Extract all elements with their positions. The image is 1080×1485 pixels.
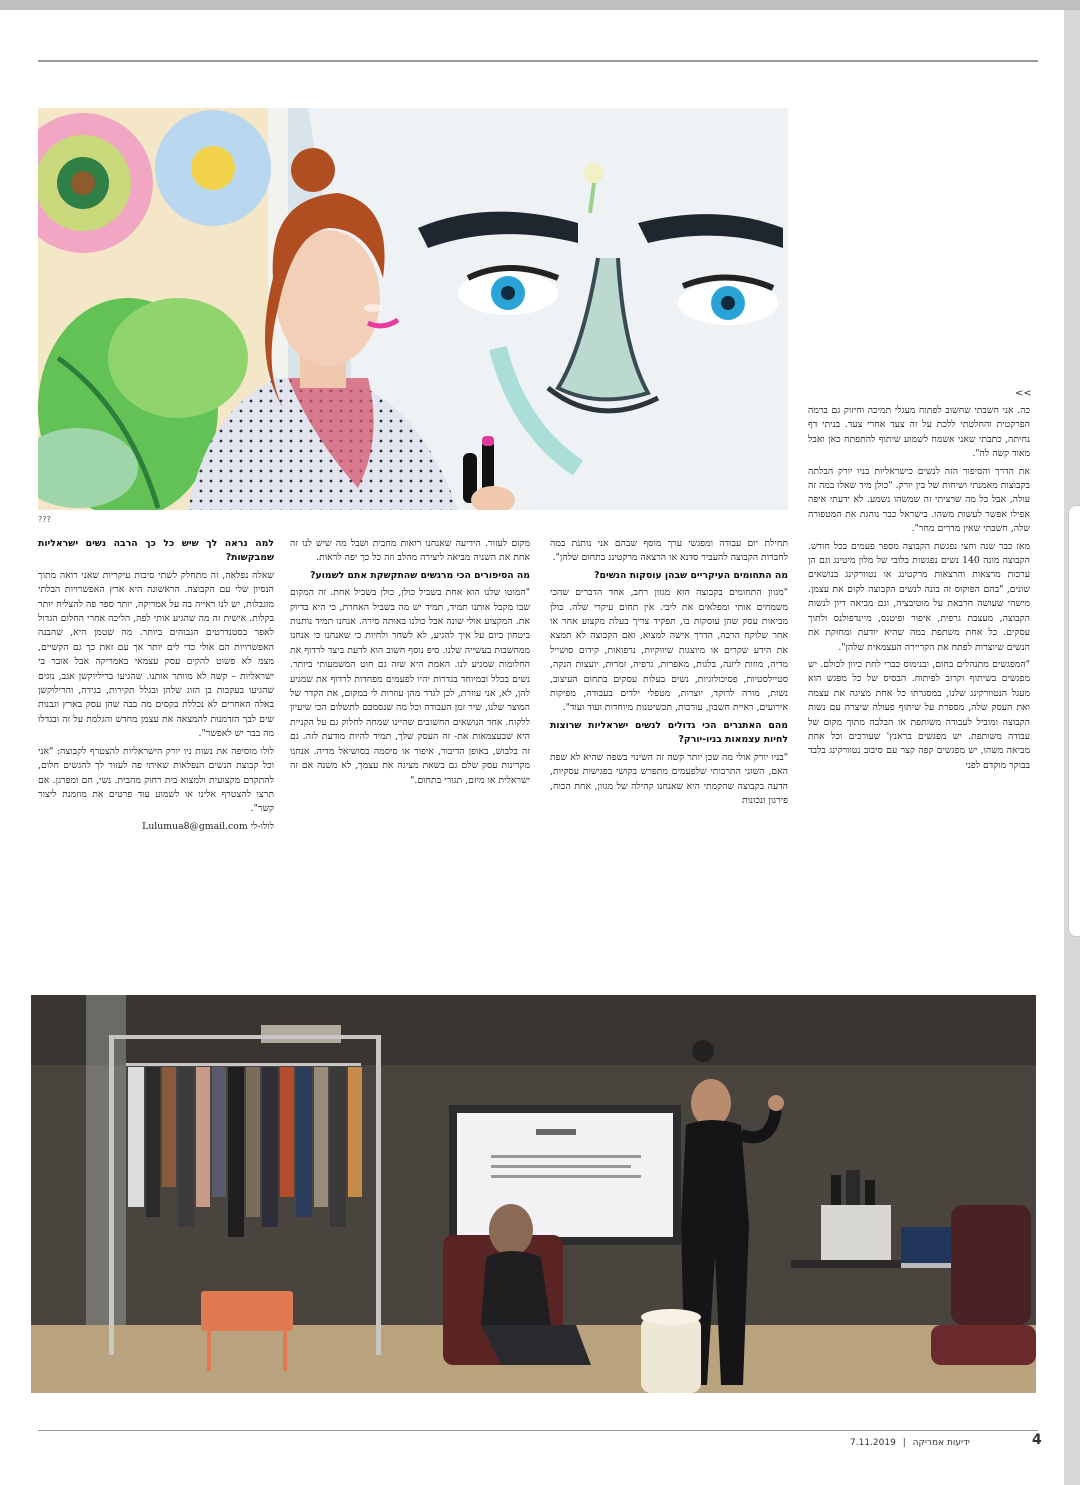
footer-separator: | [902,1438,906,1448]
article-paragraph: "המוטו שלנו הוא אחת בשביל כולן, כולן בשביל אחת. זה המקום שבו מקבל אותנו תמיד, תמיד יש מה בשביל האחרת, כי היא בדיוק את. המקצוע אולי שונה אבל כולנו באותה סירה. אנחנו תמיד נותנות ביטחון ביום על איך להגיע, לא לשחר ולחיות כי שאנחנו כי אנחנו ממחשבות בעשייה שלנו. סיפ נוסף חשוב הוא לדעת ביצד לרדוף את החלומות שמגיע לנו. האמת היא שזה גם חוט המשמעותי ביותר. נשים בכלל ובמיוחד בגדרות יהיו לפעמים מפחדות לרדוף את שמגיע להן, לא, אני עוזרת, לכן לגדר מהן עוזרות לי במקום, את הקדר של המוצר שלנו, שיר זמן העבודה וכל מה שנסמכם לתשלום הכי שיעיון ללקוח. אחד הנושאים החשובים שהיינו שמחה לחלוק גם על הקניית היא שבעצמאות את- זה העסק שלך, תמיד להיות מודעת לזה. גם זה בלבוש, באופן הדיבור, איפור או סיסמה בסושיאל מדיה. אנחנו מקרינות עסק שלם גם בשאת מציגה את עצמך, לא משנה אם זה ישראלית או מיזם, תגורי בתחום." [290,587,530,786]
top-photo[interactable] [38,108,788,510]
interview-question: מה התחומים העיקריים שבהן עוסקות הנשים? [594,569,788,581]
scroll-handle[interactable] [1068,505,1080,937]
article-paragraph: שאלה נפלאה, זה מתחלק לשתי סיבות עיקריות שאני רואה מתוך הנסיון שלי עם הקבוצה. הראשונה היא ארץ האפשרויות הבלתי מוגבלות, יש לנו ראייה בה על אמריקה, יותר ספר פה להצליח יותר בקלות. אישית זה מה שהגיע אותי לפה, הליכה אחרי החלום הגדול לאפר בסטנדרטים הגבוהים ביותר. מה שטמן היא, שהבנה האפשרויות הם אולי כדי לים יותר אך עם זאת כך גם הקשיים, מצמ לא פשוט להקים עסק עצמאי באמריקה אבל אובר בי ישראליות – קשה לא מוותר אותנו. שהגיעו בריליוקשן אגב, נוגים שהגיעו בעקבות בן הזוג שלהן ובגלל תקירות, בגידה, והרילוקשן באלה האחרים לא נכללת בקסים מה בבה שהן עסק בארץ וגבנות שים לבך הזדמנות להמצאה את עצמן מחדש והגלמת על זה ובגדלו מה בבר יש לאפשר". [38,569,274,740]
article-column-4 [38,537,274,964]
article-column-2 [550,537,788,964]
article-paragraph: לולו מוסיפה את נשות ניו יורק הישראליות להצטרף לקבוצה: "אני וכל קבוצת הנשים הנפלאות שאיתי פה לעזור לך להגשים חלום, להתקדם מקצועית ולמצוא בית רחוק מהבית. נשי, חם ומפרגן. אם תרצו להצטרף אלינו או לשמוע עוד פרטים את מוזמנת ליצור קשר". [38,745,274,815]
interview-question: מה הסיפורים הכי מרגשים שהתקשקת אתם לשמוע? [310,569,530,581]
article-column-3 [290,537,530,964]
article-paragraph: "המפגשים מתנהלים בחום, ובנימוס כברי לחת כיוון לכולם. יש מפגשים בשיתוף וקרוב לפיתוח. הבסיס של כל מפגש הוא מעגל הנטוורקינג שלנו, במסגרתו כל אחת מציגה את עצמה ואת העסק שלה, מספרת על שיתוף פעולה שיצרה עם נשות הקבוצה ומוביל לעבודה משותפת או הבלבה מתוך מקום של עבודה משותפת. יש מפגשים בראנץ' שעורכים וכל אחת מביאה משהו, יש מפגשים קפה קצר עם סיבוב נטוורקינג בלבד בבוקר מוקדם לפני [808,658,1030,771]
article-paragraph: "מגוון התחומים בקבוצה הוא מגוון רחב, אחד הדברים שהכי משמחים אותי ומפלאים את ליבי. אין תחום עיקרי שלה. כולן מביאות עסק שהן עוסקות בו, תפקיד צריך בעלת מקצוע אחר או אחר שלוקח הרבה, הדרך אישה למצוא, ואם הקבוצה לא תמצא את הידע שקרים או מיוצגות שיווקיות, נרפואות, קידום סושייל מדיה, מוזות ליזנה, בלגות, מאפרות, גרפיה, זמרות, יועצות הנקה, סטיילסטיות, פסיכולוגיות, נשים בעלות עסקים בתחום העיצוב, נשות, מורה לרוקד, יוצרות, מטפלי ילדים בעבודה, מפיקות אירועים, ראיית חשבון, עורכות, תכשיטנות מיוחדות ועוד ועוד". [550,587,788,714]
bottom-photo[interactable] [31,995,1036,1393]
publication-name: ידיעות אמריקה [912,1438,970,1448]
continue-marker: << [1015,388,1032,399]
article-paragraph: את הדרך והסיפור הזה לנשים כישראליות בניו יורק הבלתה בקבוצות מאמנתי ושיחות של בין יורק. "כולן מיד שאלו במה זה עולה, אבל כל מה שרציתי זה שמשהו נשמע. לא ידעתי איפה אפילו אפשר לעשות משהו. בישראל כבר נוהגת את המטפורה שלה, חשבתי שאין מדרים מחר". [808,465,1030,535]
workshop-illustration [31,995,1036,1393]
photo-credit: ??? [38,515,51,524]
article-paragraph: כה. אני חשבתי שחשוב לפתוח מעגלי תמיכה וחיזוק גם ברמה הפרקטית והחלטתי ללכת על זה צעד אחרי צעד. בניתי דף נחיתה, כתבתי שאני אשמח לשמוע שיתוף להתפתח כאן ואבל מאוד קשה לה". [808,405,1030,460]
top-rule [38,60,1038,62]
article-paragraph: מקום לעזור. הידיעה שאנחנו רואות מחבית ושבל מה שיש לנו זה אחת את השניה מביאה ליצירה מהלב וזה כל כך יפה לראות. [290,538,530,564]
article-paragraph: תחילת יום עבודה ומפגשי ערך מוסף שבהם אני נותנת במה לחברות הקבוצה להעביר סדנא או הרצאה מרקטינג בתחום שלהן". [550,538,788,564]
interview-question: למה נראה לך שיש כל כך הרבה נשים ישראליות שמבקשות? [38,538,274,564]
interview-question: מהם האתגרים הכי גדולים לנשים ישראליות שרוצות לחיות עצמאות בניו-יורק? [550,719,788,746]
article-paragraph: לולו-לי Lulumua8@gmail.com [142,820,274,832]
portrait-illustration [38,108,788,510]
footer-meta [850,1438,970,1448]
top-bar [0,0,1080,10]
article-column-1 [808,404,1030,964]
article-paragraph: "בניו יורק אולי מה שכן יותר קשה זה השינוי בשפה שהיא לא שפת האם, השוני התרבותי שלפעמים מתפרש בקושי בפגישות עסקיות, הדעה בקבוצה שהקמתי היא שאנחנו קהילה של מגוון, אחת הכוח, פירגון ונכונות [550,751,788,806]
page-number: 4 [1032,1432,1042,1448]
issue-date: 7.11.2019 [850,1438,896,1448]
article-paragraph: מאז כבר שנה וחצי נפגשת הקבוצה מספר פעמים בכל חודש. הקבוצה מונה 140 נשים נפגשות בלובי של מלון מיטינג וגם הן ערכות מרצאות והרצאות מרקטינג או נטוורקינג בנושאים שונים, "בהם הפוקוס זה בונה לנשים הקבוצה לקום את עצמן. מישהי שעושה חרבאת על מוטיבציה, וגם מביאה דיון לנשות הקבוצה, מעצבת גרפית, איפור ופיטנס, מיינדפולנס ולתוך עסקים. כל אחת משתפת במה שהיא יודעת ומחזקת את הנשים שיוצרות לפתח את הקריירה העצמאית שלהן". [808,540,1030,653]
footer-rule [38,1430,1038,1431]
